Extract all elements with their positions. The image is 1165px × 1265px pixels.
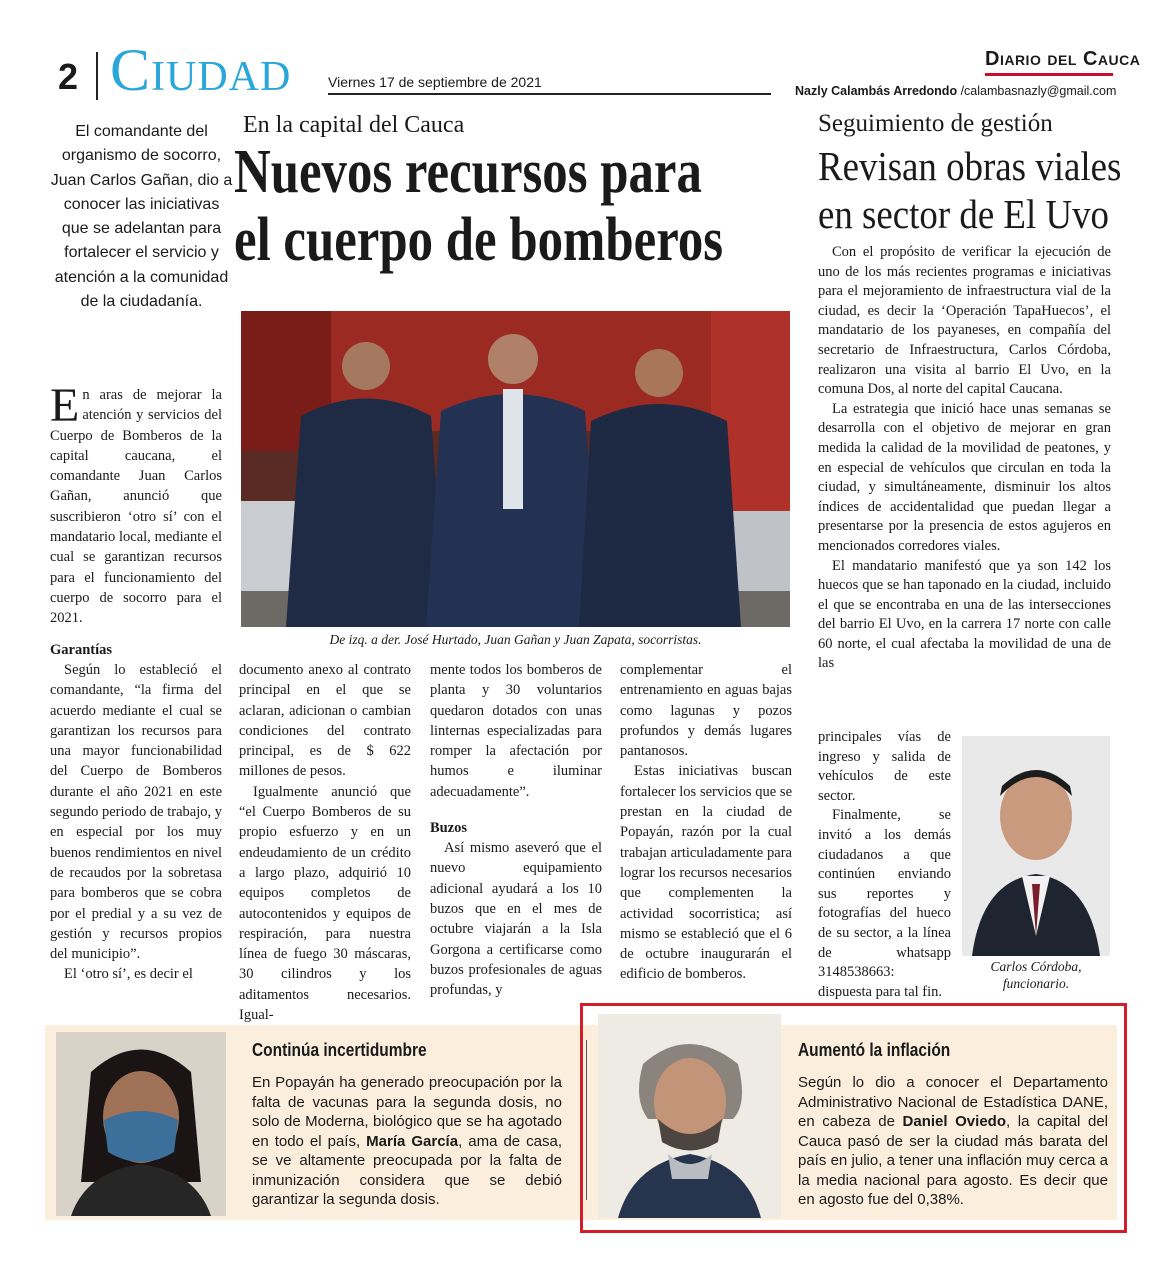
- main-article-headline: [234, 138, 724, 274]
- brief-2-person: Daniel Oviedo: [902, 1113, 1006, 1130]
- maria-garcia-photo: [56, 1032, 226, 1216]
- body-paragraph: Según lo estableció el comandante, “la firma del acuerdo mediante el cual se garantizan los recursos para una mayor funcionabilidad del Cuerpo de Bomberos durante el año 2021 en este segundo periodo de trabajo, y en especial por los muy buenos rendimientos en nivel de recaudos por la sobretasa para bomberos que se cobra por el predial y a su vez de gestión y recursos propios del municipio”.: [50, 662, 222, 963]
- body-paragraph: mente todos los bomberos de planta y 30 voluntarios quedaron dotados con unas linternas especializadas para romper la afectación por humos e iluminar adecuadamente”.: [430, 662, 602, 800]
- page-number: 2: [58, 56, 79, 97]
- body-paragraph: Finalmente, se invitó a los demás ciudadanos a que continúen enviando sus reportes y fotografías del hueco de su sector, a la línea de whatsapp 3148538663: dispuesta para tal fin.: [818, 807, 951, 1000]
- photo-caption: De izq. a der. José Hurtado, Juan Gañan y Juan Zapata, socorristas.: [329, 632, 702, 647]
- body-paragraph: principales vías de ingreso y salida de vehículos de este sector.: [818, 729, 951, 804]
- portrait-caption: [960, 958, 1112, 992]
- firefighters-photo: [241, 311, 790, 627]
- portrait-image: [962, 736, 1110, 956]
- side-article-body: [818, 243, 1111, 674]
- main-article-column-3: [430, 660, 602, 1000]
- portrait-caption-name: Carlos Córdoba,: [990, 959, 1082, 974]
- carlos-cordoba-portrait: [962, 736, 1110, 956]
- brief-1-text: [252, 1073, 562, 1210]
- newspaper-name-rule: [985, 73, 1113, 76]
- firefighters-photo-image: [241, 311, 790, 627]
- author-email: /calambasnazly@gmail.com: [960, 84, 1117, 98]
- side-headline-line-2: en sector de El Uvo: [818, 191, 1110, 237]
- body-paragraph: La estrategia que inició hace unas semanas se desarrolla con el objetivo de mejorar en gran medida la calidad de la movilidad de peatones, y en especial de vehículos que circulan en toda la ciudad, y simultáneamente, disminuir los altos índices de accidentalidad que puedan llegar a presentarse por la presencia de estos agujeros en mencionados corredores viales.: [818, 400, 1111, 554]
- brief-2-text-part: , la capital del Cauca pasó de ser la ciudad más barata del país en julio, a tener una inflación muy cerca a la media nacional para agosto. Es decir que en agosto fue del 0,38%.: [798, 1113, 1109, 1208]
- body-paragraph: Estas iniciativas buscan fortalecer los servicios que se prestan en la ciudad de Popayán, razón por la cual trabajan articuladamente para lograr los recursos necesarios que complementen la actividad socorristica; así mismo se estableció que el 6 de octubre inaugurarán el edificio de bomberos.: [620, 763, 792, 983]
- body-paragraph: Así mismo aseveró que el nuevo equipamiento adicional ayudará a los 10 buzos que en el mes de octubre viajarán a la Isla Gorgona a certificarse como buzos profesionales de aguas profundas, y: [430, 840, 602, 999]
- main-article-column-1: [50, 640, 222, 985]
- side-article-headline: [818, 142, 1122, 238]
- highlight-box: [580, 1003, 1127, 1233]
- dropcap: E: [50, 379, 80, 432]
- main-article-kicker: En la capital del Cauca: [243, 112, 465, 138]
- brief-1-text-part: En Popayán ha generado preocupación por la falta de vacunas para la segunda dosis, no solo de Moderna, biológico que se ha agotado en todo el país,: [252, 1074, 562, 1150]
- body-paragraph: documento anexo al contrato principal en el que se aclaran, adicionan o cambian condiciones del contrato principal, es de $ 622 millones de pesos.: [239, 662, 411, 780]
- side-headline-line-1: Revisan obras viales: [818, 143, 1122, 189]
- author-name: Nazly Calambás Arredondo: [795, 84, 958, 98]
- section-title: Ciudad: [110, 37, 292, 103]
- subhead-garantias: Garantías: [50, 642, 113, 658]
- body-paragraph: El mandatario manifestó que ya son 142 los huecos que se han taponado en la ciudad, incluido el que se encontraba en una de las intersecciones del barrio El Uvo, en la carrera 17 norte con calle 60 norte, el cual afectaba la movilidad de una de las: [818, 557, 1111, 672]
- body-paragraph: complementar el entrenamiento en aguas bajas como lagunas y pozos profundos y demás lugares pantanosos.: [620, 662, 792, 760]
- brief-2-title: Aumentó la inflación: [798, 1040, 951, 1060]
- main-article-column-4: [620, 660, 792, 985]
- headline-line-2: el cuerpo de bomberos: [234, 206, 724, 274]
- side-article-body-narrow: [818, 728, 951, 1002]
- headline-line-1: Nuevos recursos para: [234, 138, 702, 206]
- brief-1-person: María García: [366, 1132, 459, 1150]
- body-paragraph: El ‘otro sí’, es decir el: [64, 966, 193, 983]
- header-rule: [328, 93, 771, 95]
- main-article-column-2: [239, 660, 411, 1025]
- main-article-lead: [50, 379, 222, 629]
- brief-1-title: Continúa incertidumbre: [252, 1040, 427, 1060]
- subhead-buzos: Buzos: [430, 820, 468, 837]
- issue-date: Viernes 17 de septiembre de 2021: [328, 74, 542, 90]
- portrait-caption-role: funcionario.: [1002, 976, 1070, 991]
- body-paragraph: Igualmente anunció que “el Cuerpo Bomberos de su propio esfuerzo y en un endeudamiento de un crédito a largo plazo, adquirió 10 equipos completos de autocontenidos y equipos de respiración, para nuestra línea de fuego 30 máscaras, 30 cilindros y los aditamentos necesarios. Igual-: [239, 783, 411, 1024]
- body-paragraph: Con el propósito de verificar la ejecución de uno de los más recientes programas e iniciativas para el mejoramiento de infraestructura vial de la ciudad, es decir la ‘Operación TapaHuecos’, el mandatario de los payaneses, en compañía del secretario de Infraestructura, Carlos Córdoba, realizaron una visita al barrio El Uvo, en la comuna Dos, al norte del capital Caucana.: [818, 244, 1111, 398]
- brief-1-text-part: , ama de casa, se ve altamente preocupada por la falta de inmunización considera que se debió garantizar la segunda dosis.: [252, 1132, 562, 1208]
- pull-quote: El comandante del organismo de socorro, Juan Carlos Gañan, dio a conocer las iniciativas que se adelantan para fortalecer el servicio y atención a la comunidad de la ciudadanía.: [50, 123, 233, 311]
- brief-2-text-part: Según lo dio a conocer el Departamento Administrativo Nacional de Estadística DANE, en cabeza de: [798, 1074, 1108, 1130]
- brief-1-image: [56, 1032, 226, 1216]
- author-line: [795, 84, 1116, 98]
- newspaper-name: Diario del Cauca: [985, 48, 1141, 70]
- lead-paragraph: n aras de mejorar la atención y servicios del Cuerpo de Bomberos de la capital caucana, el comandante Juan Carlos Gañan, anunció que suscribieron ‘otro sí’ con el mandatario local, mediante el cual se garantizan recursos para el funcionamiento del cuerpo de socorro para el 2021.: [50, 387, 222, 627]
- side-article-kicker: Seguimiento de gestión: [818, 110, 1053, 137]
- header-divider: [96, 52, 98, 100]
